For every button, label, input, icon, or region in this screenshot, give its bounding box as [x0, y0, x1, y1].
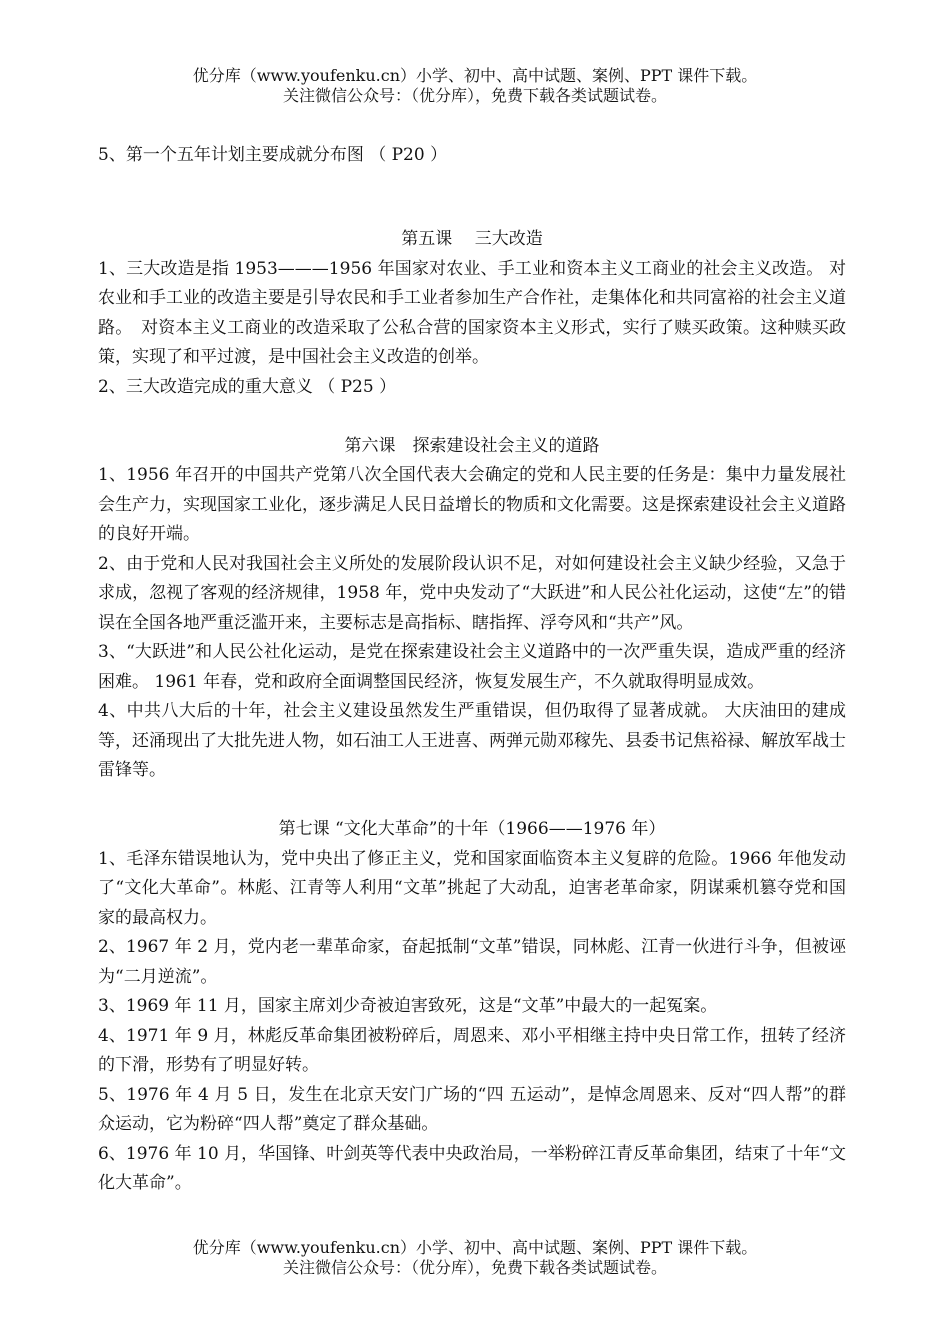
paragraph: 3、1969 年 11 月，国家主席刘少奇被迫害致死，这是“文革”中最大的一起冤案。	[98, 996, 718, 1016]
footer-line-2: 关注微信公众号：（优分库），免费下载各类试题试卷。	[282, 1258, 667, 1277]
paragraph: 4、中共八大后的十年，社会主义建设虽然发生严重错误，但仍取得了显著成就。 大庆油田的建成等，还涌现出了大批先进人物，如石油工人王进喜、两弹元勋邓稼先、县委书记焦裕禄、解放军战士雷锋等。	[98, 701, 846, 780]
header-line-2: 关注微信公众号：（优分库），免费下载各类试题试卷。	[282, 86, 667, 105]
section-lesson-6	[98, 432, 846, 786]
intro-item: 5、第一个五年计划主要成就分布图 （ P20 ）	[98, 145, 448, 165]
section-title: 第七课 “文化大革命”的十年（1966——1976 年）	[278, 819, 666, 839]
spacer	[98, 200, 846, 225]
spacer	[98, 786, 846, 816]
section-title: 第六课 探索建设社会主义的道路	[344, 435, 600, 456]
page-footer	[0, 1238, 950, 1278]
paragraph: 2、三大改造完成的重大意义 （ P25 ）	[98, 376, 397, 397]
spacer	[98, 171, 846, 201]
spacer	[98, 402, 846, 432]
document-body	[98, 141, 846, 1199]
paragraph: 1、三大改造是指 1953———1956 年国家对农业、手工业和资本主义工商业的社会主义改造。 对农业和手工业的改造主要是引导农民和手工业者参加生产合作社，走集体化和共同富裕的社会主义道路。 对资本主义工商业的改造采取了公私合营的国家资本主义形式，实行了赎买政策。这种赎买政策，实现了和平过渡，是中国社会主义改造的创举。	[98, 258, 846, 367]
paragraph: 3、“大跃进”和人民公社化运动，是党在探索建设社会主义道路中的一次严重失误，造成严重的经济困难。 1961 年春，党和政府全面调整国民经济，恢复发展生产，不久就取得明显成效。	[98, 642, 846, 692]
paragraph: 1、毛泽东错误地认为，党中央出了修正主义，党和国家面临资本主义复辟的危险。1966 年他发动了“文化大革命”。林彪、江青等人利用“文革”挑起了大动乱，迫害老革命家，阴谋乘机篡夺党和国家的最高权力。	[98, 848, 846, 928]
paragraph: 5、1976 年 4 月 5 日，发生在北京天安门广场的“四 五运动”，是悼念周恩来、反对“四人帮”的群众运动，它为粉碎“四人帮”奠定了群众基础。	[98, 1084, 846, 1134]
section-lesson-7	[98, 815, 846, 1199]
paragraph: 2、1967 年 2 月，党内老一辈革命家，奋起抵制“文革”错误，同林彪、江青一伙进行斗争，但被诬为“二月逆流”。	[98, 937, 846, 987]
paragraph: 1、1956 年召开的中国共产党第八次全国代表大会确定的党和人民主要的任务是：集中力量发展社会生产力，实现国家工业化，逐步满足人民日益增长的物质和文化需要。这是探索建设社会主义道路的良好开端。	[98, 465, 846, 544]
section-title: 第五课 三大改造	[401, 229, 543, 249]
paragraph: 4、1971 年 9 月，林彪反革命集团被粉碎后，周恩来、邓小平相继主持中央日常工作，扭转了经济的下滑，形势有了明显好转。	[98, 1025, 846, 1075]
paragraph: 2、由于党和人民对我国社会主义所处的发展阶段认识不足，对如何建设社会主义缺少经验，又急于求成，忽视了客观的经济规律，1958 年，党中央发动了“大跃进”和人民公社化运动，这使“左”的错误在全国各地严重泛滥开来，主要标志是高指标、瞎指挥、浮夸风和“共产”风。	[98, 553, 846, 633]
section-lesson-5	[98, 225, 846, 402]
footer-line-1: 优分库（www.youfenku.cn）小学、初中、高中试题、案例、PPT 课件下载。	[192, 1238, 758, 1257]
header-line-1: 优分库（www.youfenku.cn）小学、初中、高中试题、案例、PPT 课件下载。	[192, 66, 758, 85]
page-header	[0, 66, 950, 106]
paragraph: 6、1976 年 10 月，华国锋、叶剑英等代表中央政治局，一举粉碎江青反革命集团，结束了十年“文化大革命”。	[98, 1143, 846, 1193]
